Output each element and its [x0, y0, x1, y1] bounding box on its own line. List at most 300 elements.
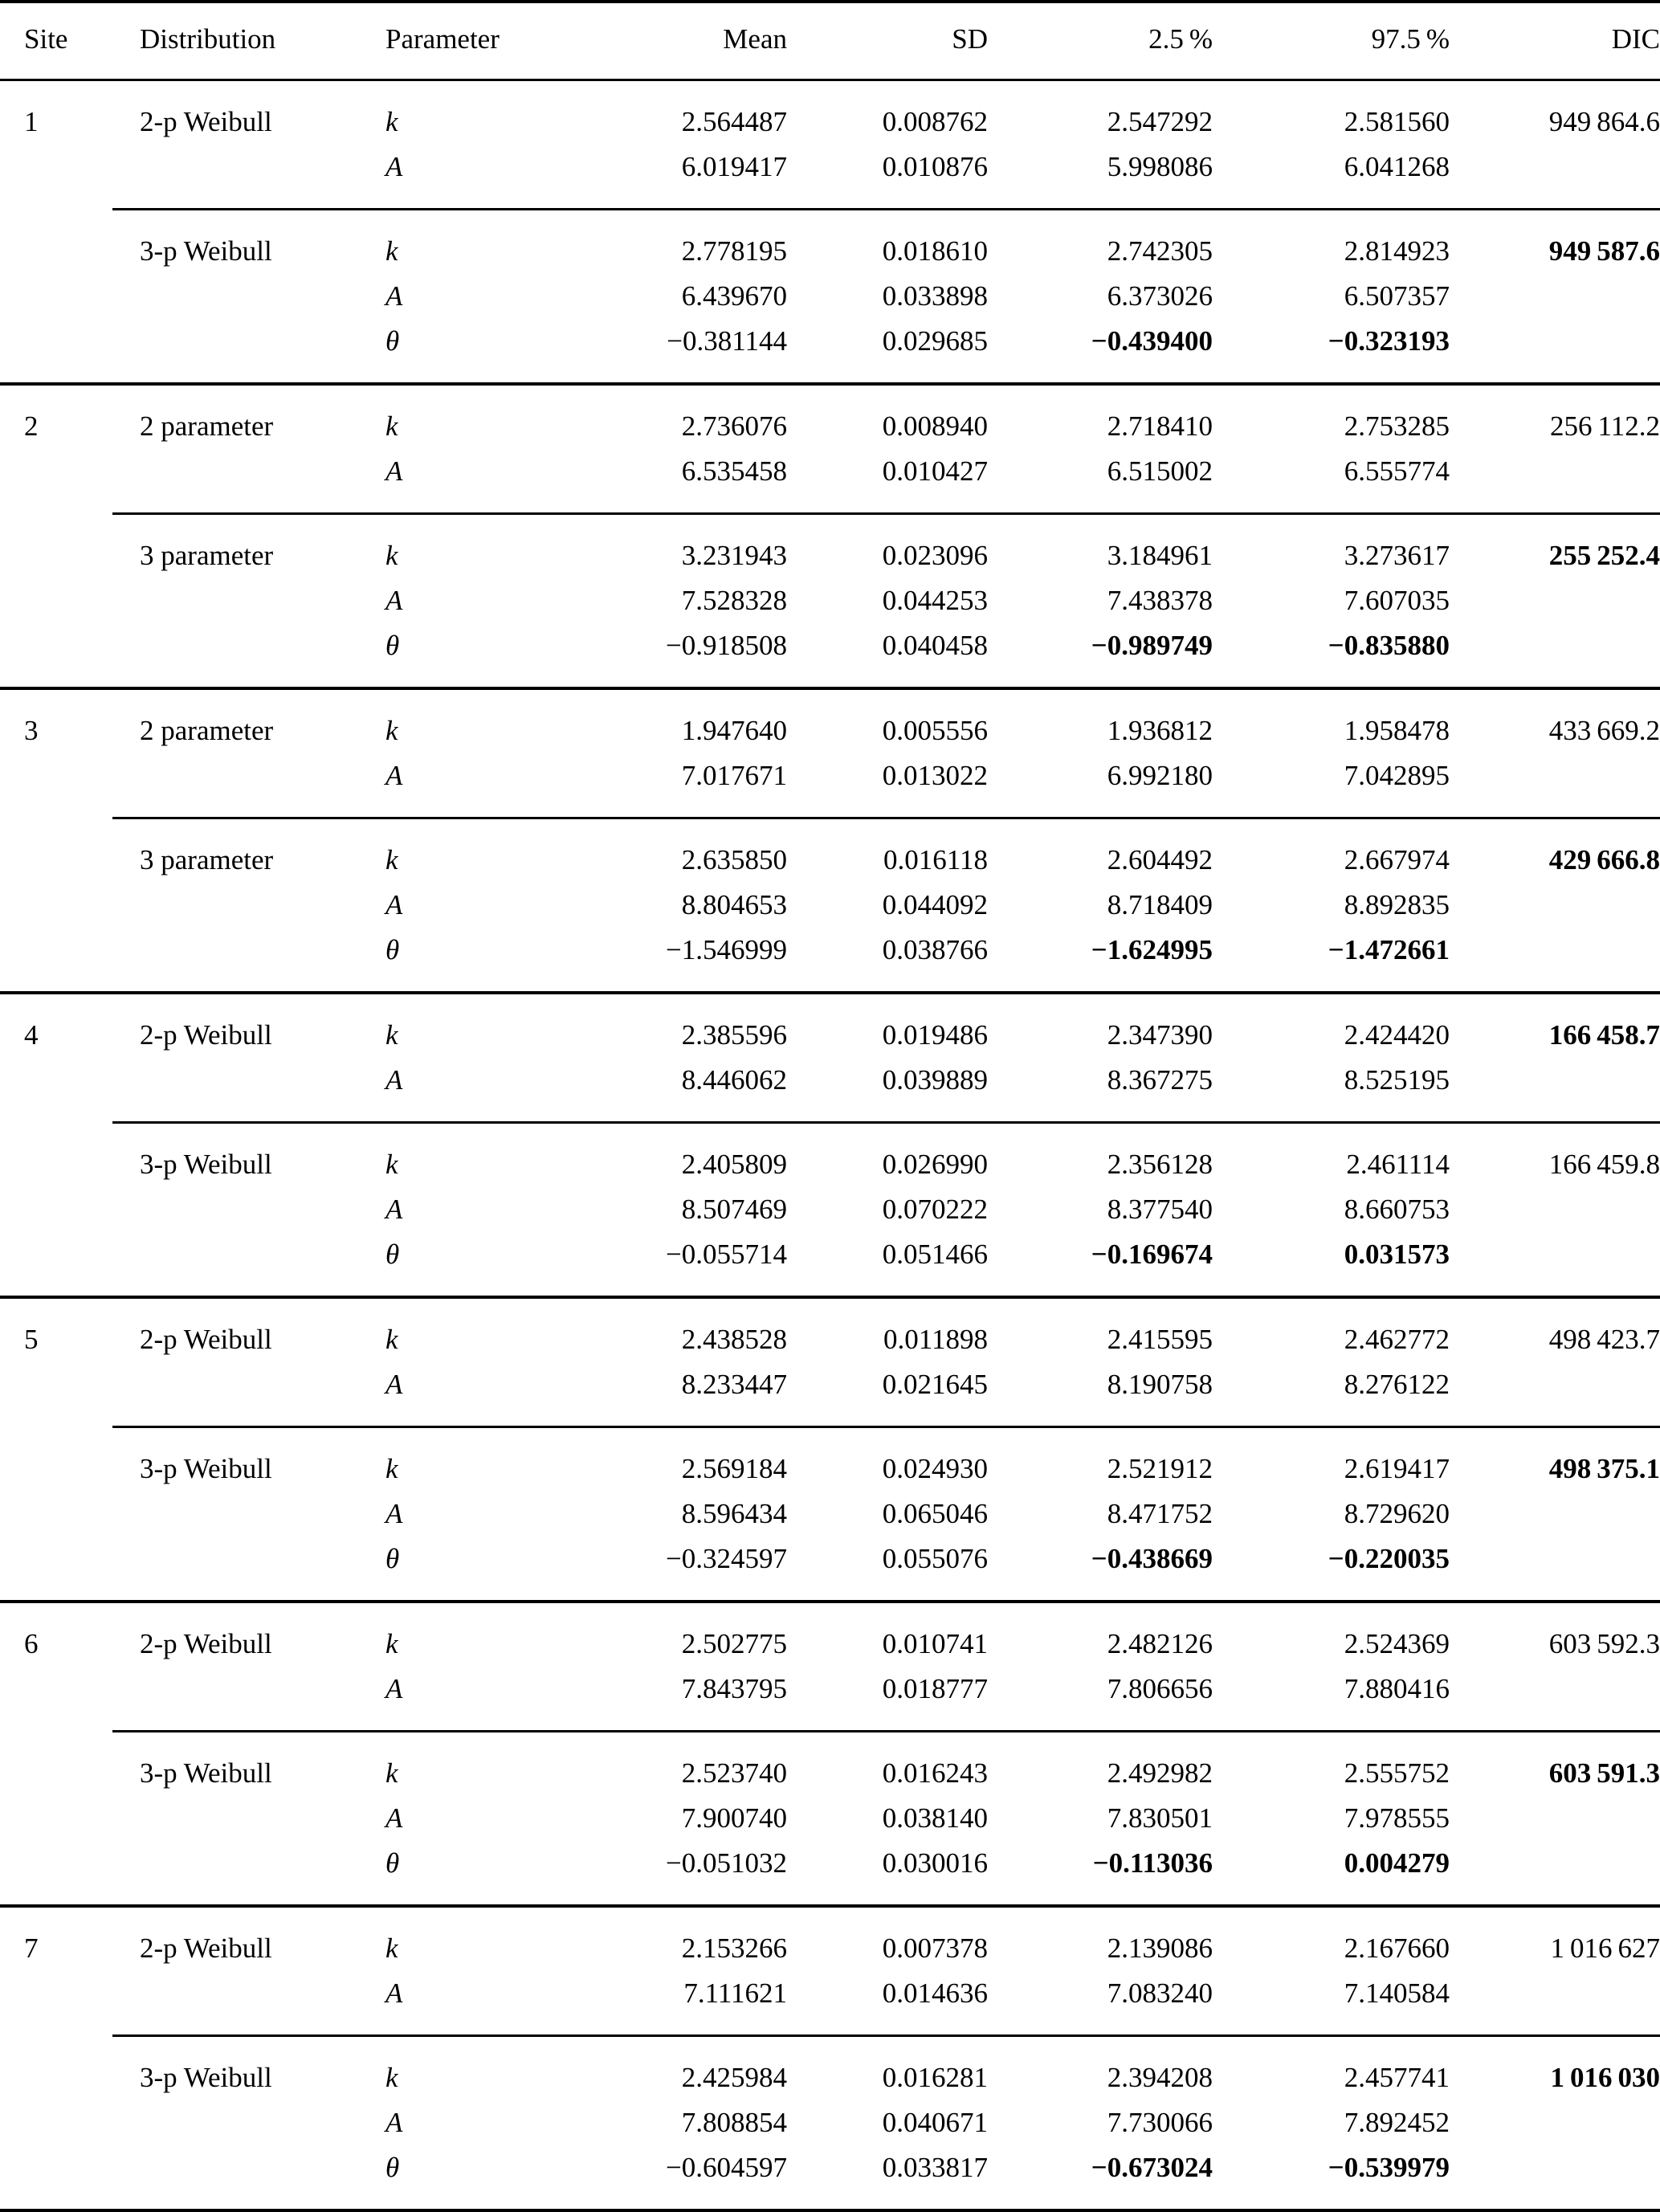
sd-cell: 0.021645 — [882, 1369, 988, 1400]
dic-cell — [1450, 145, 1660, 210]
table-row — [0, 994, 1660, 1058]
table-row — [0, 449, 1660, 514]
parameter-cell: A — [385, 1064, 403, 1096]
table-row — [0, 1908, 1660, 1971]
site-cell: 1 — [24, 106, 39, 137]
ci-upper-cell: 8.276122 — [1344, 1369, 1450, 1400]
site-cell — [0, 1667, 112, 1732]
sd-cell: 0.010427 — [882, 455, 988, 487]
site-cell — [0, 1492, 112, 1537]
table-header — [0, 2, 1660, 80]
distribution-cell — [112, 449, 361, 514]
ci-lower-cell: −0.169674 — [1091, 1239, 1213, 1270]
site-cell — [0, 1232, 112, 1297]
sd-cell: 0.010876 — [882, 151, 988, 182]
sd-cell: 0.008762 — [882, 106, 988, 137]
site-cell — [0, 145, 112, 210]
site-cell: 3 — [24, 715, 39, 746]
mean-cell: 2.778195 — [681, 235, 787, 267]
dic-cell: 166 459.8 — [1548, 1149, 1660, 1180]
distribution-cell: 2-p Weibull — [140, 1932, 272, 1964]
ci-lower-cell: 2.356128 — [1107, 1149, 1213, 1180]
ci-upper-cell: 7.140584 — [1344, 1977, 1450, 2009]
distribution-cell: 2 parameter — [140, 410, 274, 442]
ci-upper-cell: −0.220035 — [1328, 1543, 1450, 1574]
table-row — [0, 1299, 1660, 1362]
sd-cell: 0.039889 — [882, 1064, 988, 1096]
mean-cell: 2.153266 — [681, 1932, 787, 1964]
dic-cell: 603 592.3 — [1548, 1628, 1660, 1659]
parameter-cell: A — [385, 1802, 403, 1834]
distribution-cell — [112, 1796, 361, 1841]
sd-cell: 0.029685 — [882, 325, 988, 357]
sd-cell: 0.019486 — [882, 1019, 988, 1051]
ci-lower-cell: 1.936812 — [1107, 715, 1213, 746]
ci-upper-cell: 8.729620 — [1344, 1498, 1450, 1529]
site-cell — [0, 210, 112, 274]
parameter-cell: k — [385, 235, 398, 267]
site-cell — [0, 1058, 112, 1123]
column-header-site: Site — [0, 2, 112, 80]
dic-cell: 498 423.7 — [1548, 1324, 1660, 1355]
site-cell — [0, 578, 112, 623]
sd-cell: 0.018610 — [882, 235, 988, 267]
sd-cell: 0.007378 — [882, 1932, 988, 1964]
parameter-cell: θ — [385, 1543, 400, 1574]
mean-cell: 2.425984 — [681, 2062, 787, 2093]
mean-cell: 7.843795 — [681, 1673, 787, 1704]
ci-lower-cell: −0.438669 — [1091, 1543, 1213, 1574]
mean-cell: 2.523740 — [681, 1757, 787, 1789]
distribution-cell — [112, 1362, 361, 1427]
sd-cell: 0.018777 — [882, 1673, 988, 1704]
distribution-cell — [112, 319, 361, 384]
table-row — [0, 1362, 1660, 1427]
dic-cell — [1450, 2145, 1660, 2210]
table-row — [0, 80, 1660, 145]
sd-cell: 0.044253 — [882, 585, 988, 616]
site-cell — [0, 1732, 112, 1796]
mean-cell: 8.446062 — [681, 1064, 787, 1096]
parameter-cell: A — [385, 760, 403, 791]
dic-cell — [1450, 1971, 1660, 2036]
table-row — [0, 386, 1660, 449]
ci-lower-cell: 5.998086 — [1107, 151, 1213, 182]
distribution-cell: 3-p Weibull — [140, 1453, 272, 1484]
ci-upper-cell: 2.753285 — [1344, 410, 1450, 442]
ci-upper-cell: 6.507357 — [1344, 280, 1450, 312]
sd-cell: 0.016281 — [882, 2062, 988, 2093]
table-row — [0, 690, 1660, 753]
distribution-cell: 2-p Weibull — [140, 106, 272, 137]
site-cell — [0, 2145, 112, 2210]
ci-upper-cell: 0.004279 — [1344, 1847, 1450, 1879]
column-header-parameter: Parameter — [361, 2, 514, 80]
parameter-cell: k — [385, 1628, 398, 1659]
sd-cell: 0.040671 — [882, 2107, 988, 2138]
table-row — [0, 623, 1660, 688]
mean-cell: 2.438528 — [681, 1324, 787, 1355]
sd-cell: 0.016243 — [882, 1757, 988, 1789]
sd-cell: 0.033898 — [882, 280, 988, 312]
site-cell — [0, 274, 112, 319]
table-row — [0, 928, 1660, 993]
mean-cell: 6.019417 — [681, 151, 787, 182]
parameter-cell: A — [385, 1673, 403, 1704]
parameter-cell: A — [385, 1369, 403, 1400]
ci-upper-cell: −0.539979 — [1328, 2152, 1450, 2183]
mean-cell: −0.604597 — [666, 2152, 787, 2183]
distribution-cell — [112, 145, 361, 210]
site-cell — [0, 819, 112, 883]
distribution-cell — [112, 1971, 361, 2036]
parameter-cell: A — [385, 455, 403, 487]
table-row — [0, 1796, 1660, 1841]
ci-upper-cell: 2.524369 — [1344, 1628, 1450, 1659]
ci-lower-cell: 2.394208 — [1107, 2062, 1213, 2093]
ci-lower-cell: 8.718409 — [1107, 889, 1213, 920]
ci-lower-cell: 8.377540 — [1107, 1194, 1213, 1225]
table-row — [0, 2145, 1660, 2210]
ci-lower-cell: 2.482126 — [1107, 1628, 1213, 1659]
sd-cell: 0.008940 — [882, 410, 988, 442]
mean-cell: −0.324597 — [666, 1543, 787, 1574]
ci-upper-cell: 2.581560 — [1344, 106, 1450, 137]
ci-upper-cell: 2.462772 — [1344, 1324, 1450, 1355]
dic-cell — [1450, 2100, 1660, 2145]
distribution-cell: 3-p Weibull — [140, 235, 272, 267]
ci-upper-cell: 0.031573 — [1344, 1239, 1450, 1270]
dic-cell — [1450, 274, 1660, 319]
parameter-cell: k — [385, 1757, 398, 1789]
ci-lower-cell: 8.471752 — [1107, 1498, 1213, 1529]
dic-cell: 166 458.7 — [1548, 1019, 1660, 1051]
ci-lower-cell: 2.347390 — [1107, 1019, 1213, 1051]
ci-upper-cell: 2.814923 — [1344, 235, 1450, 267]
mean-cell: 8.507469 — [681, 1194, 787, 1225]
sd-cell: 0.065046 — [882, 1498, 988, 1529]
mean-cell: 7.528328 — [681, 585, 787, 616]
dic-cell — [1450, 928, 1660, 993]
distribution-cell — [112, 1841, 361, 1906]
distribution-cell: 2-p Weibull — [140, 1324, 272, 1355]
parameter-cell: k — [385, 1932, 398, 1964]
dic-cell — [1450, 1796, 1660, 1841]
table-row — [0, 1732, 1660, 1796]
ci-lower-cell: 7.830501 — [1107, 1802, 1213, 1834]
ci-upper-cell: 7.892452 — [1344, 2107, 1450, 2138]
dic-cell: 255 252.4 — [1548, 540, 1660, 571]
distribution-cell — [112, 1232, 361, 1297]
distribution-cell — [112, 2100, 361, 2145]
ci-lower-cell: 2.139086 — [1107, 1932, 1213, 1964]
sd-cell: 0.024930 — [882, 1453, 988, 1484]
dic-cell: 949 587.6 — [1548, 235, 1660, 267]
column-header-ci-lower: 2.5 % — [988, 2, 1213, 80]
parameter-cell: θ — [385, 2152, 400, 2183]
mean-cell: 2.564487 — [681, 106, 787, 137]
ci-upper-cell: −1.472661 — [1328, 934, 1450, 965]
parameter-cell: k — [385, 715, 398, 746]
parameter-cell: A — [385, 151, 403, 182]
dic-cell — [1450, 1492, 1660, 1537]
mean-cell: 7.900740 — [681, 1802, 787, 1834]
table-row — [0, 210, 1660, 274]
parameter-cell: θ — [385, 934, 400, 965]
table-row — [0, 2100, 1660, 2145]
site-cell — [0, 623, 112, 688]
ci-lower-cell: 6.992180 — [1107, 760, 1213, 791]
parameter-cell: θ — [385, 325, 400, 357]
site-cell — [0, 515, 112, 578]
sd-cell: 0.023096 — [882, 540, 988, 571]
ci-lower-cell: 2.742305 — [1107, 235, 1213, 267]
table-row — [0, 1537, 1660, 1602]
site-cell — [0, 319, 112, 384]
parameter-cell: θ — [385, 1239, 400, 1270]
mean-cell: −0.381144 — [667, 325, 787, 357]
dic-cell — [1450, 319, 1660, 384]
mean-cell: 6.535458 — [681, 455, 787, 487]
mean-cell: 2.635850 — [681, 844, 787, 875]
ci-upper-cell: 6.555774 — [1344, 455, 1450, 487]
ci-lower-cell: 3.184961 — [1107, 540, 1213, 571]
table-row — [0, 2037, 1660, 2100]
site-cell — [0, 928, 112, 993]
mean-cell: 7.017671 — [681, 760, 787, 791]
dic-cell: 1 016 627 — [1550, 1932, 1660, 1964]
ci-upper-cell: −0.835880 — [1328, 630, 1450, 661]
ci-lower-cell: 7.083240 — [1107, 1977, 1213, 2009]
ci-upper-cell: 7.607035 — [1344, 585, 1450, 616]
ci-lower-cell: −0.113036 — [1092, 1847, 1213, 1879]
ci-lower-cell: 8.367275 — [1107, 1064, 1213, 1096]
site-cell: 7 — [24, 1932, 39, 1964]
sd-cell: 0.055076 — [882, 1543, 988, 1574]
parameter-cell: A — [385, 1194, 403, 1225]
table-row — [0, 1603, 1660, 1667]
ci-lower-cell: −0.989749 — [1091, 630, 1213, 661]
ci-upper-cell: 8.892835 — [1344, 889, 1450, 920]
ci-upper-cell: 7.880416 — [1344, 1673, 1450, 1704]
ci-upper-cell: 6.041268 — [1344, 151, 1450, 182]
sd-cell: 0.016118 — [883, 844, 988, 875]
table-row — [0, 753, 1660, 818]
site-cell — [0, 1362, 112, 1427]
dic-cell: 256 112.2 — [1550, 410, 1660, 442]
mean-cell: 2.502775 — [681, 1628, 787, 1659]
mean-cell: 2.569184 — [681, 1453, 787, 1484]
parameter-cell: A — [385, 585, 403, 616]
ci-lower-cell: 7.438378 — [1107, 585, 1213, 616]
distribution-cell — [112, 1492, 361, 1537]
ci-upper-cell: 2.461114 — [1346, 1149, 1450, 1180]
parameter-cell: θ — [385, 630, 400, 661]
column-header-dic: DIC — [1450, 2, 1660, 80]
mean-cell: −0.918508 — [666, 630, 787, 661]
table-row — [0, 145, 1660, 210]
ci-lower-cell: 8.190758 — [1107, 1369, 1213, 1400]
table-row — [0, 1667, 1660, 1732]
dic-cell — [1450, 1362, 1660, 1427]
mean-cell: 8.233447 — [681, 1369, 787, 1400]
table-row — [0, 1841, 1660, 1906]
distribution-cell — [112, 578, 361, 623]
mean-cell: 1.947640 — [681, 715, 787, 746]
mean-cell: 8.596434 — [681, 1498, 787, 1529]
parameter-cell: k — [385, 1149, 398, 1180]
ci-upper-cell: 2.555752 — [1344, 1757, 1450, 1789]
parameter-cell: A — [385, 1498, 403, 1529]
distribution-cell: 3-p Weibull — [140, 1149, 272, 1180]
table-row — [0, 1232, 1660, 1297]
table-row — [0, 319, 1660, 384]
column-header-mean: Mean — [514, 2, 787, 80]
ci-lower-cell: 2.521912 — [1107, 1453, 1213, 1484]
mean-cell: 2.405809 — [681, 1149, 787, 1180]
mean-cell: 3.231943 — [681, 540, 787, 571]
distribution-cell: 2-p Weibull — [140, 1019, 272, 1051]
distribution-cell — [112, 883, 361, 928]
table-row — [0, 1058, 1660, 1123]
sd-cell: 0.013022 — [882, 760, 988, 791]
distribution-cell — [112, 928, 361, 993]
site-cell — [0, 1841, 112, 1906]
table-row — [0, 274, 1660, 319]
distribution-cell — [112, 1667, 361, 1732]
dic-cell — [1450, 1187, 1660, 1232]
site-cell — [0, 1796, 112, 1841]
dic-cell: 949 864.6 — [1548, 106, 1660, 137]
mean-cell: 2.736076 — [681, 410, 787, 442]
parameter-cell: k — [385, 844, 398, 875]
distribution-cell: 3 parameter — [140, 540, 274, 571]
table-row — [0, 515, 1660, 578]
parameter-cell: A — [385, 1977, 403, 2009]
dic-cell — [1450, 623, 1660, 688]
header-row — [0, 2, 1660, 80]
parameter-cell: A — [385, 2107, 403, 2138]
mean-cell: −1.546999 — [666, 934, 787, 965]
mean-cell: −0.055714 — [666, 1239, 787, 1270]
table-row — [0, 1124, 1660, 1187]
distribution-cell — [112, 1187, 361, 1232]
dic-cell — [1450, 1232, 1660, 1297]
dic-cell — [1450, 578, 1660, 623]
site-cell: 2 — [24, 410, 39, 442]
distribution-cell: 3-p Weibull — [140, 2062, 272, 2093]
dic-cell — [1450, 753, 1660, 818]
mean-cell: 8.804653 — [681, 889, 787, 920]
sd-cell: 0.051466 — [882, 1239, 988, 1270]
parameter-cell: k — [385, 106, 398, 137]
ci-upper-cell: 2.667974 — [1344, 844, 1450, 875]
column-header-sd: SD — [787, 2, 988, 80]
distribution-cell — [112, 1537, 361, 1602]
ci-lower-cell: −0.673024 — [1091, 2152, 1213, 2183]
ci-lower-cell: −1.624995 — [1091, 934, 1213, 965]
site-cell — [0, 2037, 112, 2100]
ci-upper-cell: 1.958478 — [1344, 715, 1450, 746]
ci-upper-cell: 8.660753 — [1344, 1194, 1450, 1225]
sd-cell: 0.011898 — [883, 1324, 988, 1355]
distribution-cell: 2 parameter — [140, 715, 274, 746]
sd-cell: 0.070222 — [882, 1194, 988, 1225]
parameter-cell: A — [385, 889, 403, 920]
table-row — [0, 1187, 1660, 1232]
column-header-ci-upper: 97.5 % — [1213, 2, 1450, 80]
ci-upper-cell: 2.167660 — [1344, 1932, 1450, 1964]
parameter-cell: k — [385, 410, 398, 442]
sd-cell: 0.033817 — [882, 2152, 988, 2183]
mean-cell: 2.385596 — [681, 1019, 787, 1051]
ci-upper-cell: 7.978555 — [1344, 1802, 1450, 1834]
site-cell — [0, 2100, 112, 2145]
table-row — [0, 578, 1660, 623]
ci-upper-cell: 3.273617 — [1344, 540, 1450, 571]
site-cell: 5 — [24, 1324, 39, 1355]
distribution-cell: 3-p Weibull — [140, 1757, 272, 1789]
site-cell: 4 — [24, 1019, 39, 1051]
dic-cell: 433 669.2 — [1548, 715, 1660, 746]
ci-lower-cell: 7.730066 — [1107, 2107, 1213, 2138]
sd-cell: 0.010741 — [882, 1628, 988, 1659]
parameter-cell: A — [385, 280, 403, 312]
mean-cell: −0.051032 — [666, 1847, 787, 1879]
dic-cell: 1 016 030 — [1550, 2062, 1660, 2093]
column-header-distribution: Distribution — [112, 2, 361, 80]
site-cell: 6 — [24, 1628, 39, 1659]
dic-cell — [1450, 1841, 1660, 1906]
dic-cell: 498 375.1 — [1548, 1453, 1660, 1484]
dic-cell: 429 666.8 — [1548, 844, 1660, 875]
dic-cell — [1450, 449, 1660, 514]
dic-cell — [1450, 883, 1660, 928]
mean-cell: 7.111621 — [683, 1977, 787, 2009]
site-cell — [0, 1187, 112, 1232]
ci-lower-cell: −0.439400 — [1091, 325, 1213, 357]
dic-cell: 603 591.3 — [1548, 1757, 1660, 1789]
ci-upper-cell: 7.042895 — [1344, 760, 1450, 791]
distribution-cell — [112, 274, 361, 319]
site-cell — [0, 1428, 112, 1492]
ci-lower-cell: 2.604492 — [1107, 844, 1213, 875]
sd-cell: 0.014636 — [882, 1977, 988, 2009]
sd-cell: 0.026990 — [882, 1149, 988, 1180]
sd-cell: 0.038766 — [882, 934, 988, 965]
table-row — [0, 1428, 1660, 1492]
site-cell — [0, 753, 112, 818]
ci-upper-cell: −0.323193 — [1328, 325, 1450, 357]
parameter-cell: k — [385, 540, 398, 571]
ci-lower-cell: 6.515002 — [1107, 455, 1213, 487]
dic-cell — [1450, 1537, 1660, 1602]
parameter-cell: k — [385, 1019, 398, 1051]
ci-upper-cell: 2.457741 — [1344, 2062, 1450, 2093]
ci-lower-cell: 2.415595 — [1107, 1324, 1213, 1355]
table-row — [0, 883, 1660, 928]
mean-cell: 7.808854 — [681, 2107, 787, 2138]
table-row — [0, 1971, 1660, 2036]
distribution-cell — [112, 753, 361, 818]
parameter-cell: k — [385, 1453, 398, 1484]
ci-upper-cell: 2.619417 — [1344, 1453, 1450, 1484]
dic-cell — [1450, 1058, 1660, 1123]
mean-cell: 6.439670 — [681, 280, 787, 312]
ci-upper-cell: 8.525195 — [1344, 1064, 1450, 1096]
sd-cell: 0.038140 — [882, 1802, 988, 1834]
table-body — [0, 80, 1660, 2211]
